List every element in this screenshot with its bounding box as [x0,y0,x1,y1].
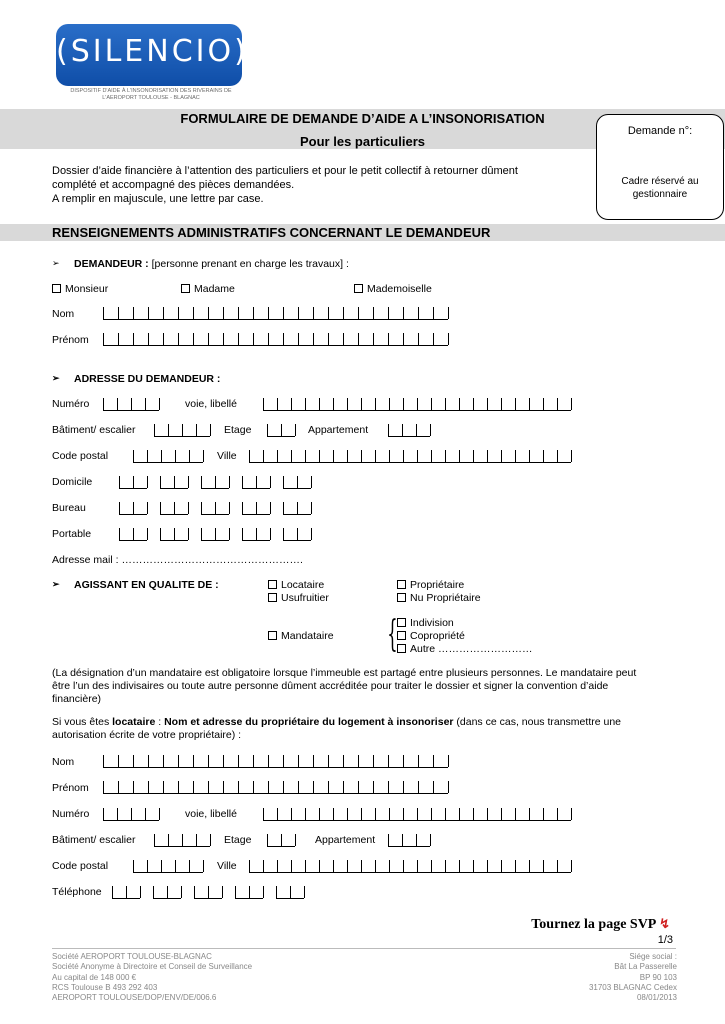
ville-label: Ville [217,450,237,462]
code-postal-input[interactable] [133,448,203,463]
prop-code-postal-label: Code postal [52,860,109,872]
footer-company [52,952,252,1003]
prop-nom-label: Nom [52,756,75,768]
demandeur-heading [74,258,349,270]
phone-digit-group[interactable] [201,526,229,541]
prop-voie-input[interactable] [263,806,571,821]
footer-line: 08/01/2013 [636,993,677,1003]
prenom-label: Prénom [52,334,89,346]
intro-line: A remplir en majuscule, une lettre par case. [52,193,264,205]
domicile-label: Domicile [52,476,93,488]
etage-label: Etage [224,424,252,436]
form-subtitle: Pour les particuliers [300,134,425,149]
footer-line: 31703 BLAGNAC Cedex [588,982,677,992]
note-line: être l’un des indivisaires ou toute autre personne dûment accréditée pour traiter le dossier et signer la convention d’aide [52,680,609,692]
prop-voie-label: voie, libellé [185,808,237,820]
checkbox-monsieur[interactable] [52,283,108,295]
prop-appartement-input[interactable] [388,832,430,847]
footer-line: AEROPORT TOULOUSE/DOP/ENV/DE/006.6 [52,993,217,1003]
nom-label: Nom [52,308,75,320]
phone-digit-group[interactable] [112,884,140,899]
email-field[interactable]: Adresse mail : ……………………………………………. [52,554,303,566]
prop-batiment-label: Bâtiment/ escalier [52,834,136,846]
prop-ville-input[interactable] [249,858,571,873]
note-part: (dans ce cas, nous transmettre une [453,716,622,728]
footer-line: Bât La Passerelle [614,962,677,972]
checkbox-mandataire[interactable] [268,630,334,642]
prop-numero-input[interactable] [103,806,159,821]
phone-digit-group[interactable] [201,500,229,515]
phone-digit-group[interactable] [235,884,263,899]
checkbox-label: Usufruitier [281,592,329,604]
form-title: FORMULAIRE DE DEMANDE D’AIDE A L’INSONORISATION [180,111,545,126]
phone-digit-group[interactable] [119,474,147,489]
etage-input[interactable] [267,422,295,437]
phone-digit-group[interactable] [194,884,222,899]
mandataire-note [52,667,672,706]
voie-label: voie, libellé [185,398,237,410]
numero-label: Numéro [52,398,90,410]
note-part: Si vous êtes [52,716,113,728]
locataire-note-line [52,716,672,729]
prop-batiment-input[interactable] [154,832,210,847]
demandeur-heading-label: DEMANDEUR : [74,258,149,270]
appartement-input[interactable] [388,422,430,437]
footer-line: Société Anonyme à Directoire et Conseil de Surveillance [52,962,253,972]
phone-digit-group[interactable] [242,474,270,489]
bureau-label: Bureau [52,502,86,514]
intro-line: Dossier d’aide financière à l’attention des particuliers et pour le petit collectif à retourner dûment [52,165,518,177]
phone-digit-group[interactable] [283,526,311,541]
phone-digit-group[interactable] [160,474,188,489]
note-line: (La désignation d’un mandataire est obligatoire lorsque l’immeuble est partagé entre plusieurs personnes. Le mandataire peut [52,667,637,679]
footer-line: BP 90 103 [639,972,677,982]
phone-digit-group[interactable] [119,526,147,541]
nom-input[interactable] [103,305,448,320]
checkbox-copropriete[interactable] [397,630,465,642]
phone-digit-group[interactable] [153,884,181,899]
checkbox-label: Locataire [281,579,325,591]
checkbox-label: Mandataire [281,630,334,642]
footer-line: Au capital de 148 000 € [52,972,137,982]
ville-input[interactable] [249,448,571,463]
reserved-note: Cadre réservé au gestionnaire [621,176,699,200]
footer-line: RCS Toulouse B 493 292 403 [52,982,158,992]
intro-text [52,164,592,206]
phone-digit-group[interactable] [160,526,188,541]
checkbox-autre[interactable] [397,643,533,655]
phone-digit-group[interactable] [283,500,311,515]
prop-prenom-label: Prénom [52,782,89,794]
prenom-input[interactable] [103,331,448,346]
turn-arrow-icon: ↯ [659,916,670,931]
numero-input[interactable] [103,396,159,411]
note-part: Nom et adresse du propriétaire du logement à insonoriser [164,716,454,728]
prop-numero-label: Numéro [52,808,90,820]
prop-code-postal-input[interactable] [133,858,203,873]
code-postal-label: Code postal [52,450,109,462]
qualite-heading: ➢ AGISSANT EN QUALITE DE : [74,579,219,591]
intro-line: complété et accompagné des pièces demandées. [52,179,295,191]
checkbox-proprietaire[interactable] [397,579,464,591]
brace: { [387,614,398,655]
prop-telephone-label: Téléphone [52,886,102,898]
checkbox-label: Copropriété [410,630,465,642]
checkbox-indivision[interactable] [397,617,454,629]
checkbox-label: Autre ……………………… [410,643,533,655]
page-number: 1/3 [657,934,673,946]
phone-digit-group[interactable] [276,884,304,899]
prop-etage-label: Etage [224,834,252,846]
section-title: RENSEIGNEMENTS ADMINISTRATIFS CONCERNANT LE DEMANDEUR [52,225,491,240]
phone-digit-group[interactable] [242,526,270,541]
note-line: financière) [52,693,102,705]
logo-subtitle: DISPOSITIF D'AIDE À L'INSONORISATION DES RIVERAINS DE L'AEROPORT TOULOUSE - BLAGNAC [70,88,232,101]
phone-digit-group[interactable] [283,474,311,489]
silencio-logo [56,24,249,86]
prop-prenom-input[interactable] [103,779,448,794]
checkbox-label: Indivision [410,617,454,629]
turn-page-note [531,916,670,933]
prop-ville-label: Ville [217,860,237,872]
note-part: : [155,716,165,728]
phone-digit-group[interactable] [242,500,270,515]
prop-nom-input[interactable] [103,753,448,768]
checkbox-label: Mademoiselle [367,283,432,295]
footer-line: Société AEROPORT TOULOUSE-BLAGNAC [52,952,212,961]
logo-text: (SILENCIO) [56,34,249,69]
note-part: locataire [112,716,156,728]
voie-input[interactable] [263,396,571,411]
checkbox-madame[interactable] [181,283,235,295]
phone-digit-group[interactable] [201,474,229,489]
checkbox-label: Madame [194,283,235,295]
turn-page-text: Tournez la page SVP [531,917,656,932]
footer-divider [52,948,676,949]
checkbox-nu-proprietaire[interactable] [397,592,481,604]
phone-digit-group[interactable] [160,500,188,515]
checkbox-usufruitier[interactable] [268,592,329,604]
request-number-label: Demande n°: [627,125,693,137]
portable-label: Portable [52,528,92,540]
reserved-box [596,114,724,220]
locataire-note-line: autorisation écrite de votre propriétaire) : [52,729,242,741]
locataire-note [52,716,672,742]
checkbox-locataire[interactable] [268,579,324,591]
adresse-heading: ➢ ADRESSE DU DEMANDEUR : [74,373,220,385]
appartement-label: Appartement [308,424,369,436]
footer-line: Siége social : [629,952,677,961]
checkbox-label: Propriétaire [410,579,465,591]
batiment-input[interactable] [154,422,210,437]
checkbox-label: Monsieur [65,283,109,295]
batiment-label: Bâtiment/ escalier [52,424,136,436]
checkbox-mademoiselle[interactable] [354,283,432,295]
phone-digit-group[interactable] [119,500,147,515]
demandeur-heading-note: [personne prenant en charge les travaux] : [151,258,349,270]
prop-etage-input[interactable] [267,832,295,847]
prop-appartement-label: Appartement [315,834,376,846]
checkbox-label: Nu Propriétaire [410,592,481,604]
footer-address [589,952,677,1003]
